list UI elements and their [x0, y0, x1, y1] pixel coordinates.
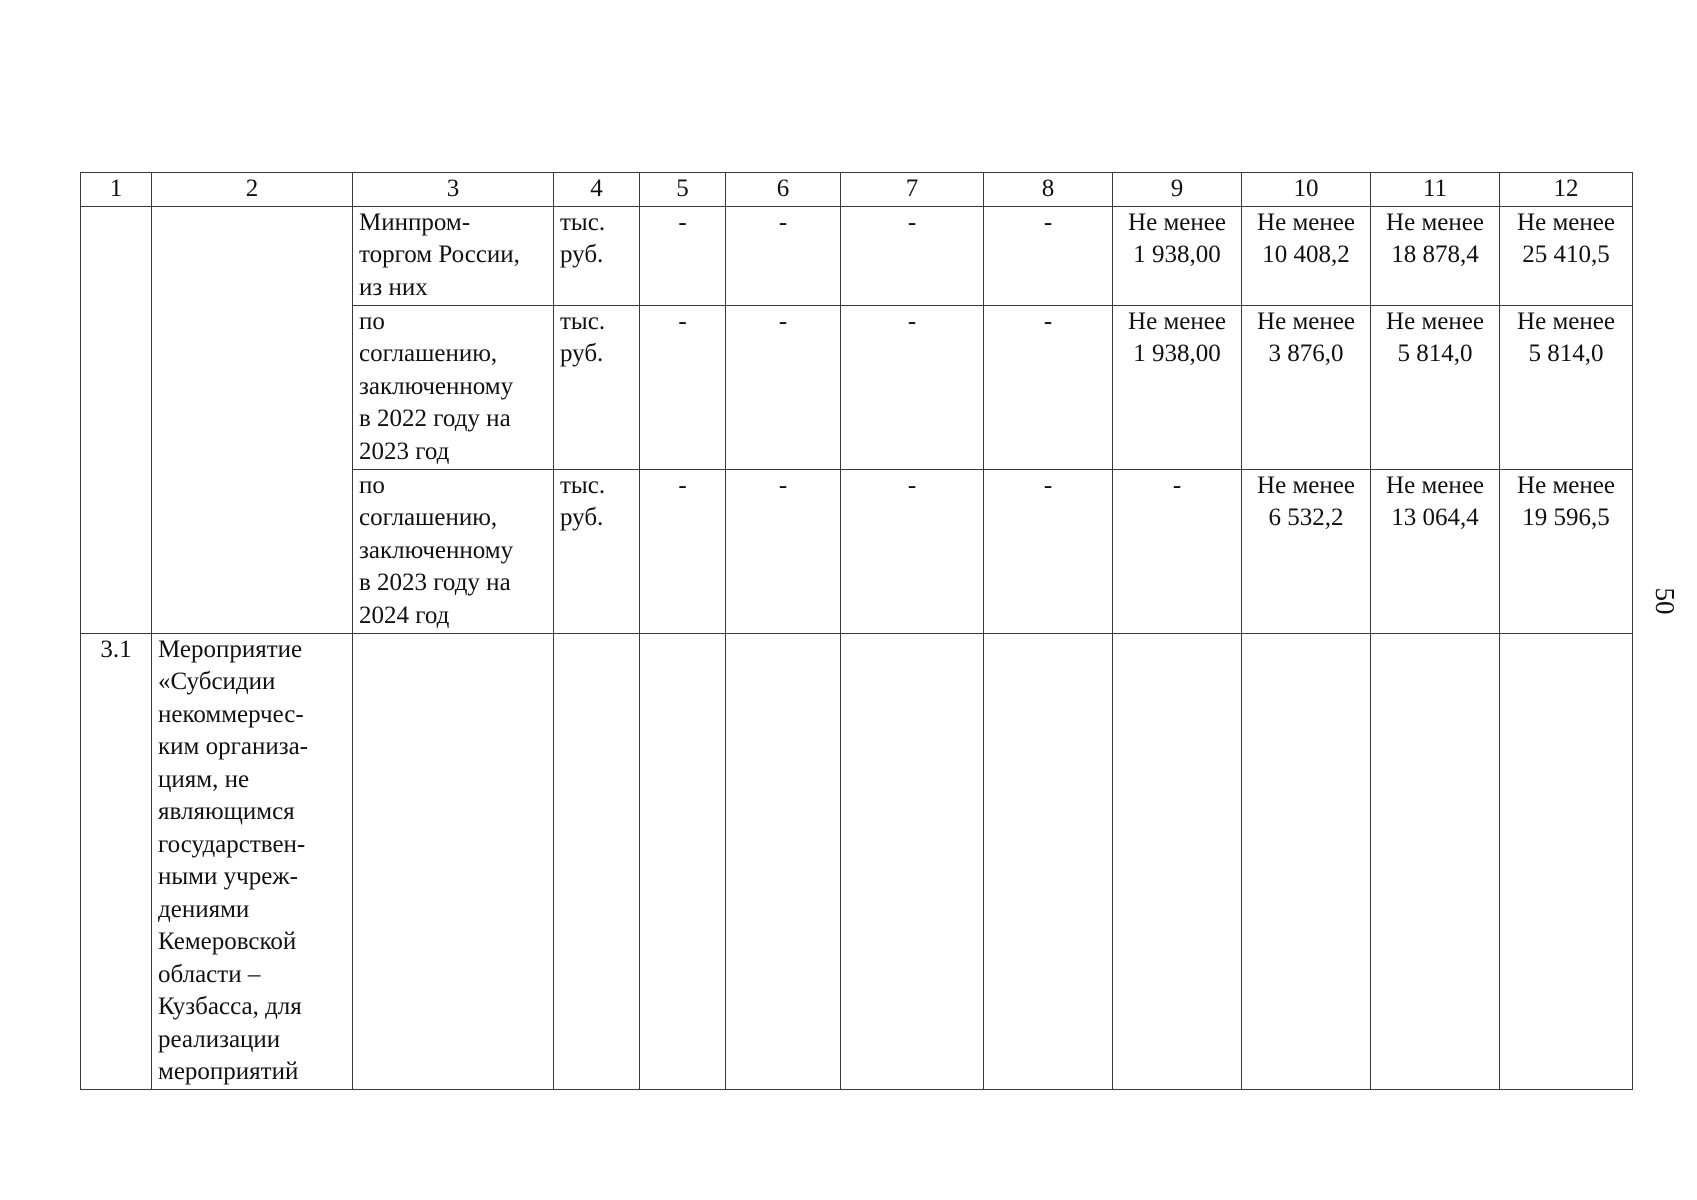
value-cell-10: Не менее 10 408,2 [1242, 206, 1371, 305]
empty-cell-11 [1371, 633, 1500, 1089]
empty-cell-12 [1500, 633, 1633, 1089]
empty-cell-6 [726, 633, 841, 1089]
header-cell-7: 7 [841, 173, 984, 207]
header-cell-9: 9 [1113, 173, 1242, 207]
header-cell-11: 11 [1371, 173, 1500, 207]
program-financing-table [80, 172, 1633, 1090]
empty-cell-8 [984, 633, 1113, 1089]
value-cell-10: Не менее 6 532,2 [1242, 469, 1371, 633]
value-cell-11: Не менее 13 064,4 [1371, 469, 1500, 633]
item-number-cell: 3.1 [81, 633, 152, 1089]
value-cell-5: - [640, 469, 726, 633]
value-cell-9: - [1113, 469, 1242, 633]
value-cell-8: - [984, 305, 1113, 469]
unit-cell: тыс. руб. [554, 305, 640, 469]
value-cell-5: - [640, 305, 726, 469]
value-cell-6: - [726, 206, 841, 305]
empty-cell-7 [841, 633, 984, 1089]
value-cell-9: Не менее 1 938,00 [1113, 305, 1242, 469]
value-cell-10: Не менее 3 876,0 [1242, 305, 1371, 469]
value-cell-7: - [841, 305, 984, 469]
table-row [81, 206, 1633, 305]
page-number: 50 [1650, 587, 1680, 615]
unit-cell: тыс. руб. [554, 469, 640, 633]
header-cell-8: 8 [984, 173, 1113, 207]
value-cell-5: - [640, 206, 726, 305]
activity-name-cell: Мероприятие «Субсидии некоммерчес- ким организа- циям, не являющимся государствен- ными учреж- дениями Кемеровской области – Кузбасса, для реализации мероприятий [152, 633, 353, 1089]
table-header-row [81, 173, 1633, 207]
source-cell: по соглашению, заключенному в 2023 году на 2024 год [353, 469, 554, 633]
value-cell-12: Не менее 19 596,5 [1500, 469, 1633, 633]
value-cell-9: Не менее 1 938,00 [1113, 206, 1242, 305]
value-cell-7: - [841, 469, 984, 633]
header-cell-2: 2 [152, 173, 353, 207]
source-cell: по соглашению, заключенному в 2022 году на 2023 год [353, 305, 554, 469]
empty-cell-9 [1113, 633, 1242, 1089]
value-cell-8: - [984, 206, 1113, 305]
unit-cell: тыс. руб. [554, 206, 640, 305]
header-cell-3: 3 [353, 173, 554, 207]
merged-cell-col2 [152, 206, 353, 633]
header-cell-1: 1 [81, 173, 152, 207]
value-cell-11: Не менее 5 814,0 [1371, 305, 1500, 469]
header-cell-12: 12 [1500, 173, 1633, 207]
header-cell-4: 4 [554, 173, 640, 207]
empty-cell-3 [353, 633, 554, 1089]
empty-cell-4 [554, 633, 640, 1089]
value-cell-12: Не менее 5 814,0 [1500, 305, 1633, 469]
value-cell-11: Не менее 18 878,4 [1371, 206, 1500, 305]
header-cell-10: 10 [1242, 173, 1371, 207]
empty-cell-5 [640, 633, 726, 1089]
merged-cell-col1 [81, 206, 152, 633]
value-cell-12: Не менее 25 410,5 [1500, 206, 1633, 305]
value-cell-8: - [984, 469, 1113, 633]
empty-cell-10 [1242, 633, 1371, 1089]
header-cell-6: 6 [726, 173, 841, 207]
value-cell-6: - [726, 305, 841, 469]
source-cell: Минпром- торгом России, из них [353, 206, 554, 305]
value-cell-6: - [726, 469, 841, 633]
value-cell-7: - [841, 206, 984, 305]
table-row [81, 633, 1633, 1089]
header-cell-5: 5 [640, 173, 726, 207]
